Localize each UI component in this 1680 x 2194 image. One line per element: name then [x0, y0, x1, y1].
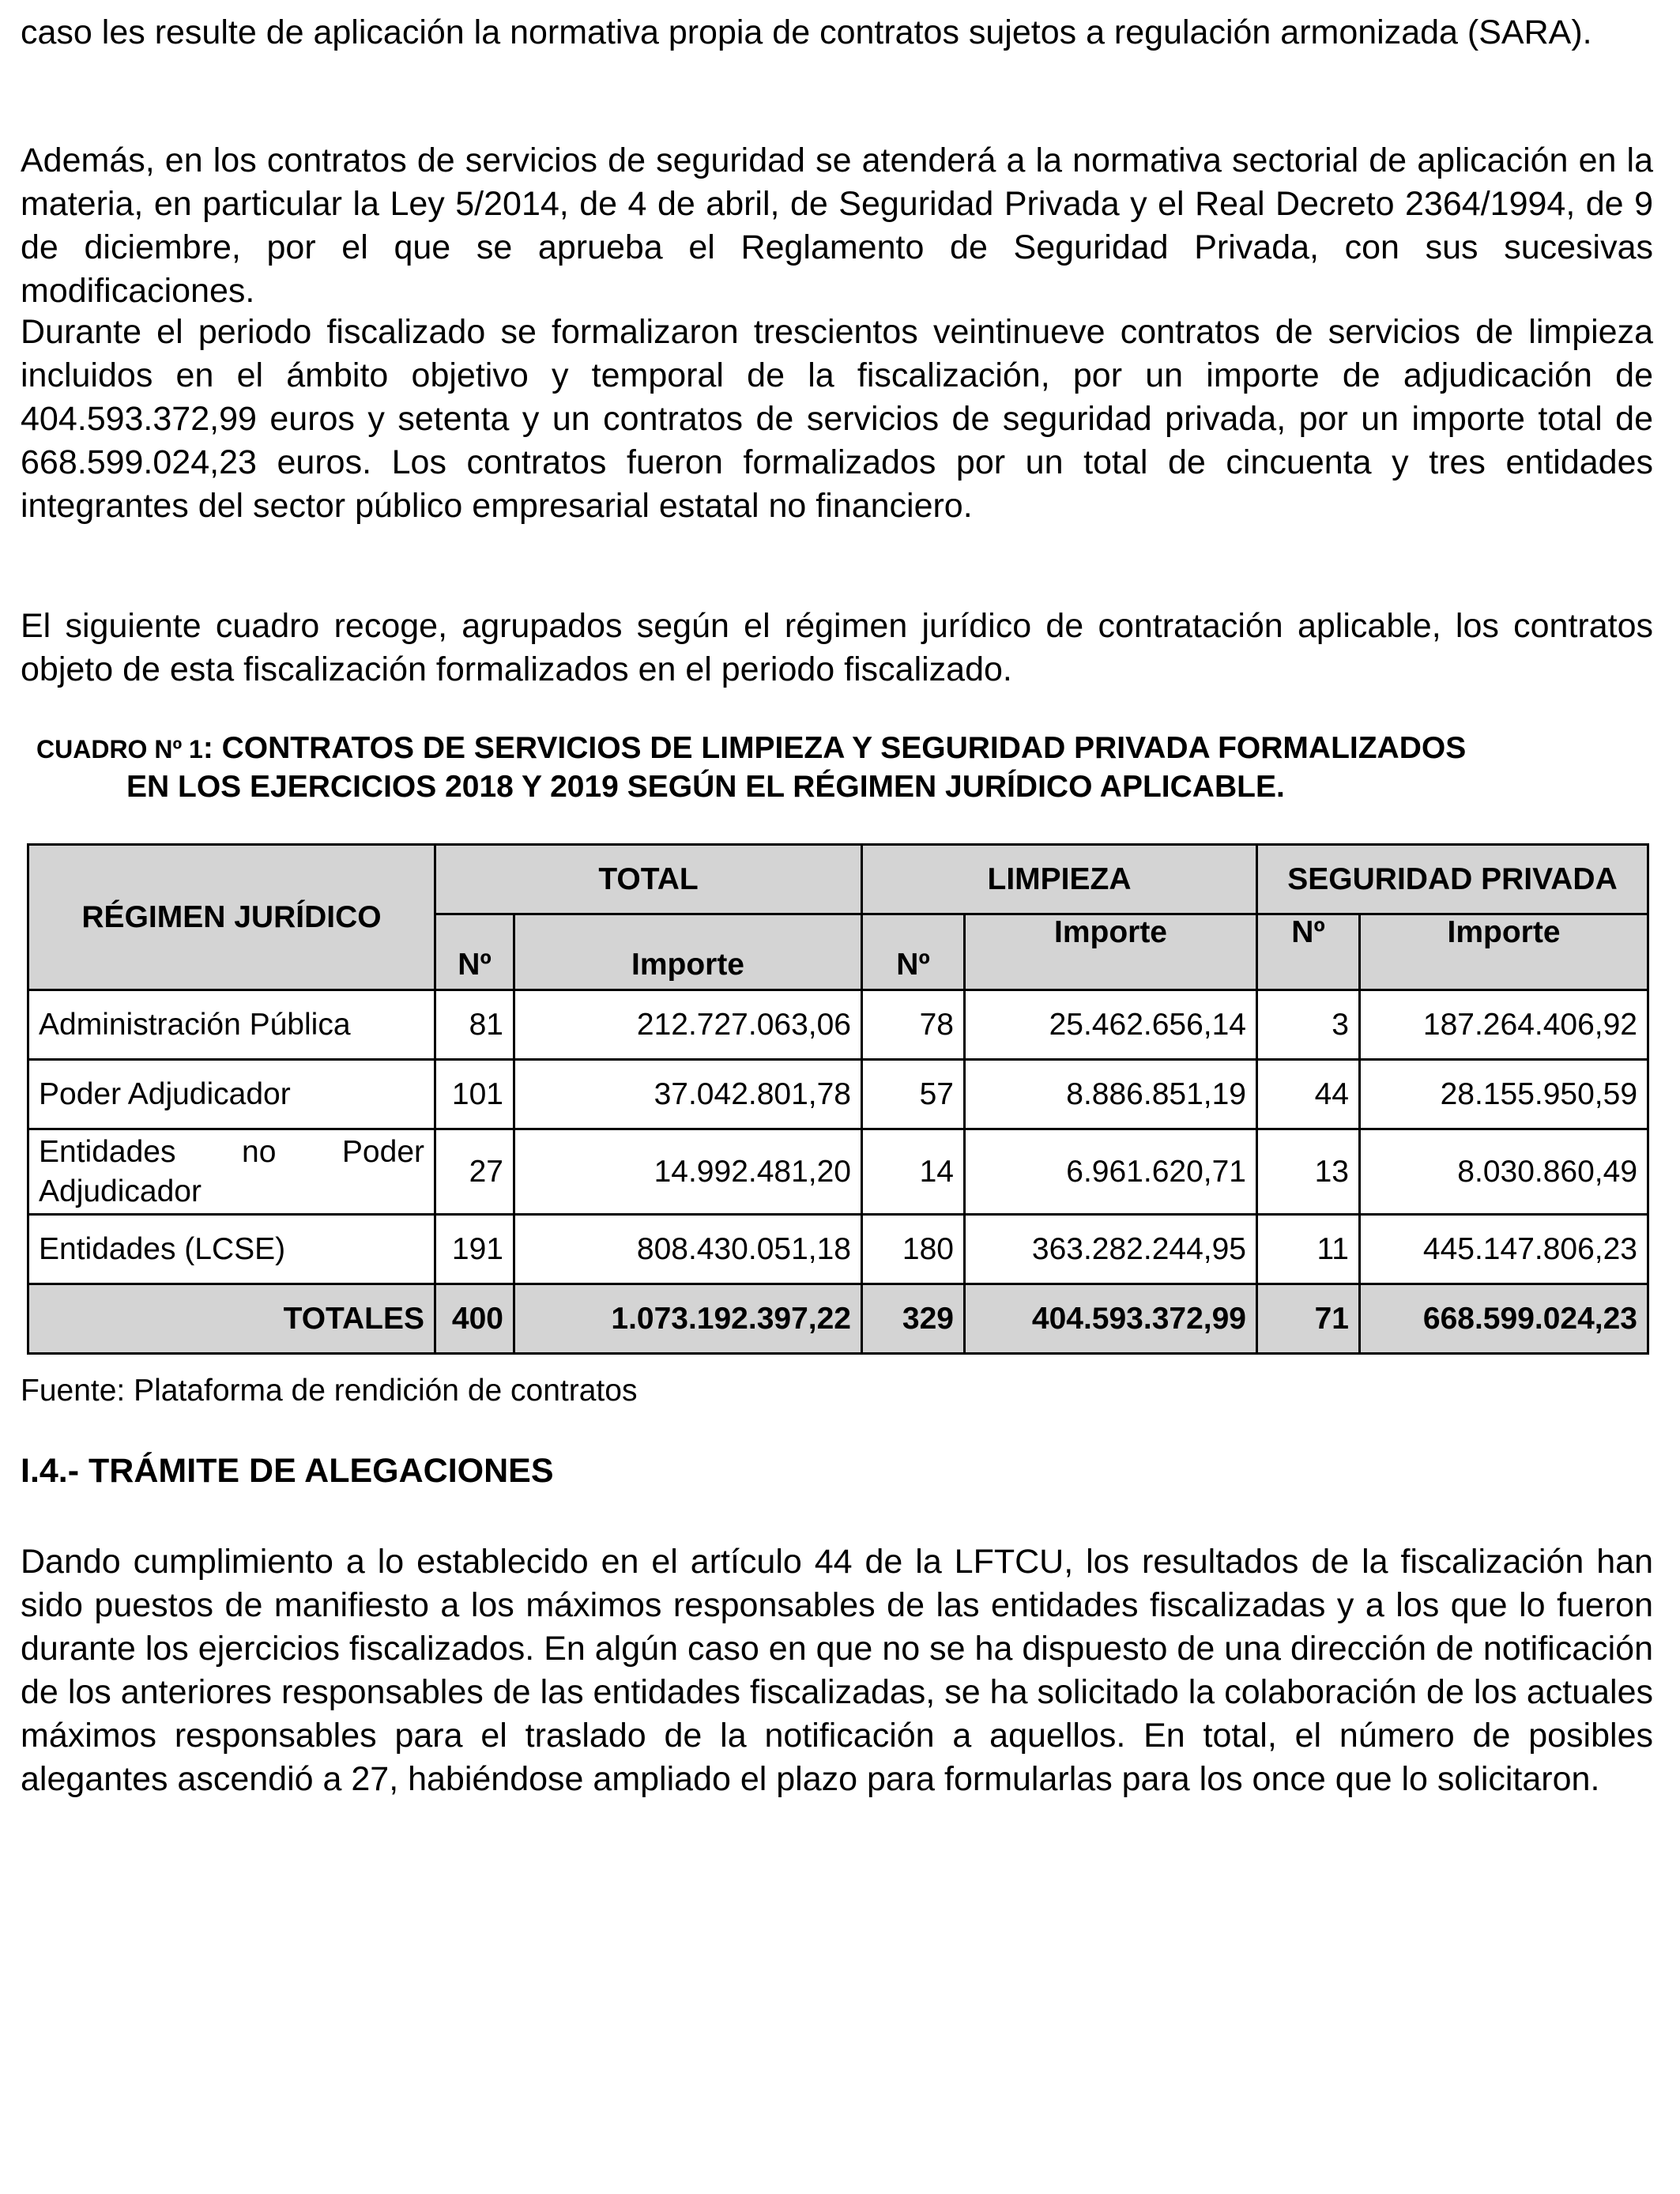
header-total-n: Nº	[435, 914, 514, 990]
row-label	[28, 1129, 435, 1215]
totals-limp-n: 329	[862, 1284, 965, 1354]
cell-seg-n: 11	[1257, 1215, 1360, 1284]
totals-total-n: 400	[435, 1284, 514, 1354]
totals-seg-importe: 668.599.024,23	[1360, 1284, 1648, 1354]
header-total-importe: Importe	[514, 914, 862, 990]
cell-limp-importe: 6.961.620,71	[965, 1129, 1257, 1215]
header-limp-importe: Importe	[965, 914, 1257, 990]
row-label: Administración Pública	[28, 990, 435, 1060]
table-caption-prefix: CUADRO Nº 1	[36, 735, 203, 763]
cell-limp-importe: 8.886.851,19	[965, 1060, 1257, 1129]
table-caption-title: : CONTRATOS DE SERVICIOS DE LIMPIEZA Y SEGURIDAD PRIVADA FORMALIZADOS	[202, 731, 1467, 765]
cell-seg-importe: 8.030.860,49	[1360, 1129, 1648, 1215]
cell-total-importe: 212.727.063,06	[514, 990, 862, 1060]
header-limpieza: LIMPIEZA	[862, 845, 1257, 914]
totals-total-importe: 1.073.192.397,22	[514, 1284, 862, 1354]
header-total: TOTAL	[435, 845, 862, 914]
cell-total-importe: 14.992.481,20	[514, 1129, 862, 1215]
table-caption-line2: EN LOS EJERCICIOS 2018 Y 2019 SEGÚN EL RÉGIMEN JURÍDICO APLICABLE.	[126, 770, 1285, 804]
cell-total-n: 191	[435, 1215, 514, 1284]
cell-total-n: 81	[435, 990, 514, 1060]
section-heading: I.4.- TRÁMITE DE ALEGACIONES	[21, 1452, 554, 1490]
header-seg-importe: Importe	[1360, 914, 1648, 990]
row-label: Entidades (LCSE)	[28, 1215, 435, 1284]
cell-limp-n: 14	[862, 1129, 965, 1215]
row-label-word: no	[242, 1134, 277, 1169]
paragraph-cuadro-intro: El siguiente cuadro recoge, agrupados según el régimen jurídico de contratación aplicable, los contratos objeto de esta fiscalización formalizados en el periodo fiscalizado.	[21, 607, 1653, 688]
cell-limp-n: 180	[862, 1215, 965, 1284]
cell-seg-n: 3	[1257, 990, 1360, 1060]
table-header-row	[28, 845, 1648, 914]
cell-total-importe: 808.430.051,18	[514, 1215, 862, 1284]
totals-row	[28, 1284, 1648, 1354]
row-label: Poder Adjudicador	[28, 1060, 435, 1129]
contracts-table	[27, 843, 1649, 1355]
cell-seg-importe: 187.264.406,92	[1360, 990, 1648, 1060]
header-seg-n: Nº	[1257, 914, 1360, 990]
cell-seg-n: 13	[1257, 1129, 1360, 1215]
cell-limp-n: 57	[862, 1060, 965, 1129]
table-caption-line1	[36, 729, 1664, 769]
row-label-line1	[39, 1133, 424, 1172]
row-label-word: Entidades	[39, 1134, 176, 1169]
totals-label: TOTALES	[28, 1284, 435, 1354]
table-row	[28, 1215, 1648, 1284]
totals-seg-n: 71	[1257, 1284, 1360, 1354]
cell-limp-importe: 363.282.244,95	[965, 1215, 1257, 1284]
table-row	[28, 1129, 1648, 1215]
cell-limp-importe: 25.462.656,14	[965, 990, 1257, 1060]
table-row	[28, 1060, 1648, 1129]
cell-limp-n: 78	[862, 990, 965, 1060]
cell-seg-importe: 445.147.806,23	[1360, 1215, 1648, 1284]
header-seguridad: SEGURIDAD PRIVADA	[1257, 845, 1648, 914]
header-regimen: RÉGIMEN JURÍDICO	[28, 845, 435, 990]
paragraph-sara: caso les resulte de aplicación la normativa propia de contratos sujetos a regulación armonizada (SARA).	[21, 13, 1592, 51]
row-label-word: Poder	[341, 1134, 424, 1169]
paragraph-alegaciones: Dando cumplimiento a lo establecido en el artículo 44 de la LFTCU, los resultados de la fiscalización han sido puestos de manifiesto a los máximos responsables de las entidades fiscalizadas y a los que lo fueron durante los ejercicios fiscalizados. En algún caso en que no se ha dispuesto de una dirección de notificación de los anteriores responsables de las entidades fiscalizadas, se ha solicitado la colaboración de los actuales máximos responsables para el traslado de la notificación a aquellos. En total, el número de posibles alegantes ascendió a 27, habiéndose ampliado el plazo para formularlas para los once que lo solicitaron.	[21, 1543, 1653, 1798]
header-limp-n: Nº	[862, 914, 965, 990]
paragraph-seguridad-normativa: Además, en los contratos de servicios de seguridad se atenderá a la normativa sectorial de aplicación en la materia, en particular la Ley 5/2014, de 4 de abril, de Seguridad Privada y el Real Decreto 2364/1994, de 9 de diciembre, por el que se aprueba el Reglamento de Seguridad Privada, con sus sucesivas modificaciones.	[21, 141, 1653, 310]
row-label-line2: Adjudicador	[39, 1174, 202, 1208]
paragraph-periodo-fiscalizado: Durante el periodo fiscalizado se formalizaron trescientos veintinueve contratos de servicios de limpieza incluidos en el ámbito objetivo y temporal de la fiscalización, por un importe de adjudicación de 404.593.372,99 euros y setenta y un contratos de servicios de seguridad privada, por un importe total de 668.599.024,23 euros. Los contratos fueron formalizados por un total de cincuenta y tres entidades integrantes del sector público empresarial estatal no financiero.	[21, 313, 1653, 525]
cell-total-n: 101	[435, 1060, 514, 1129]
cell-seg-n: 44	[1257, 1060, 1360, 1129]
table-source: Fuente: Plataforma de rendición de contratos	[21, 1374, 638, 1408]
cell-total-n: 27	[435, 1129, 514, 1215]
table-row	[28, 990, 1648, 1060]
cell-seg-importe: 28.155.950,59	[1360, 1060, 1648, 1129]
totals-limp-importe: 404.593.372,99	[965, 1284, 1257, 1354]
cell-total-importe: 37.042.801,78	[514, 1060, 862, 1129]
